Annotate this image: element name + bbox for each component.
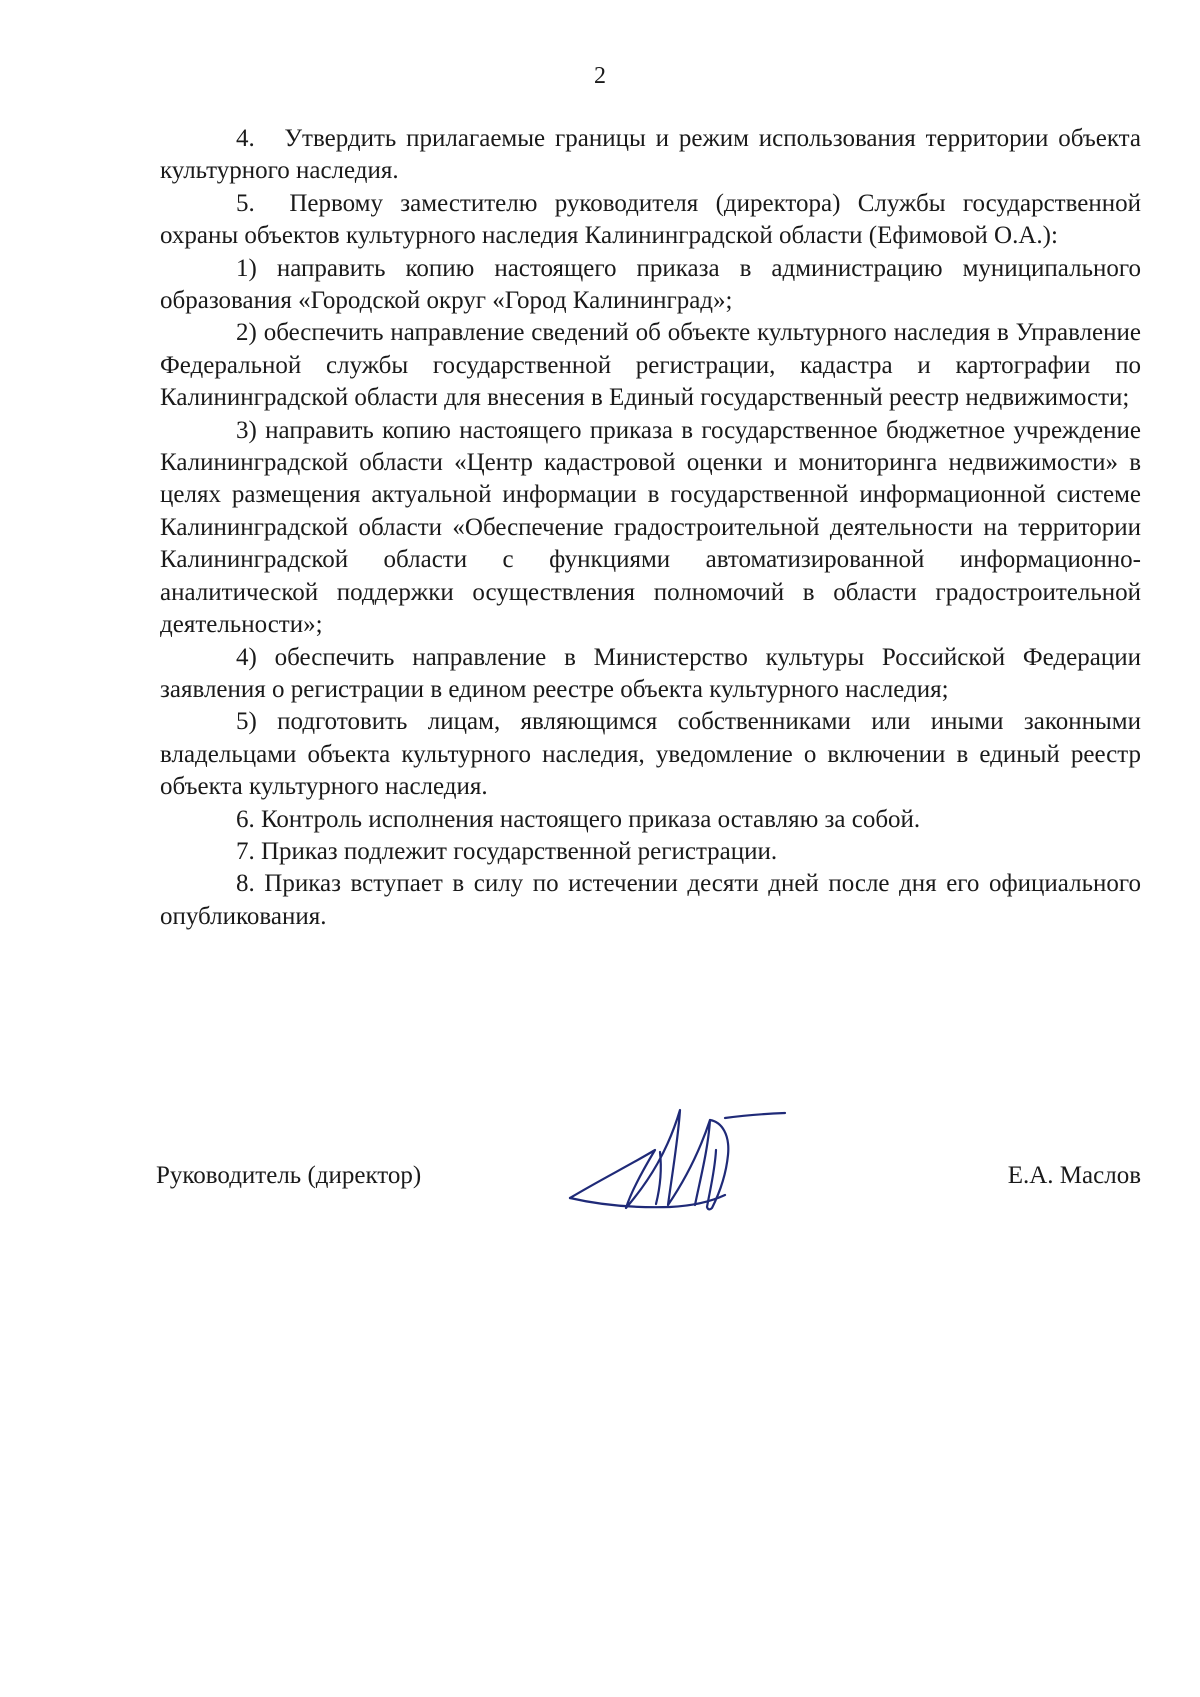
paragraph-item-7: 7. Приказ подлежит государственной регистрации. bbox=[236, 837, 778, 865]
paragraph-item-6: 6. Контроль исполнения настоящего приказа оставляю за собой. bbox=[236, 805, 921, 833]
paragraph-item-4: 4. Утвердить прилагаемые границы и режим использования территории объекта культурного наследия. bbox=[160, 125, 1141, 185]
document-body bbox=[160, 123, 1141, 933]
subitem-1: 1) направить копию настоящего приказа в администрацию муниципального образования «Городской округ «Город Калининград»; bbox=[160, 254, 1141, 315]
subitem-5: 5) подготовить лицам, являющимся собственниками или иными законными владельцами объекта культурного наследия, уведомление о включении в единый реестр объекта культурного наследия. bbox=[160, 708, 1141, 801]
paragraph-item-8: 8. Приказ вступает в силу по истечении десяти дней после дня его официального опубликования. bbox=[160, 870, 1141, 930]
page-number: 2 bbox=[594, 63, 606, 89]
subitem-4: 4) обеспечить направление в Министерство культуры Российской Федерации заявления о регистрации в едином реестре объекта культурного наследия; bbox=[160, 643, 1141, 703]
subitem-3: 3) направить копию настоящего приказа в государственное бюджетное учреждение Калининградской области «Центр кадастровой оценки и мониторинга недвижимости» в целях размещения актуальной информации в государственной информационной системе Калининградской области «Обеспечение градостроительной деятельности на территории Калининградской области с функциями автоматизированной информационно-аналитической поддержки осуществления полномочий в области градостроительной деятельности»; bbox=[160, 416, 1141, 639]
signatory-name: Е.А. Маслов bbox=[1007, 1162, 1141, 1189]
subitem-2: 2) обеспечить направление сведений об объекте культурного наследия в Управление Федеральной службы государственной регистрации, кадастра и картографии по Калининградской области для внесения в Единый государственный реестр недвижимости; bbox=[160, 319, 1141, 412]
paragraph-item-5: 5. Первому заместителю руководителя (директора) Службы государственной охраны объектов культурного наследия Калининградской области (Ефимовой О.А.): bbox=[160, 189, 1141, 250]
handwritten-signature bbox=[560, 1080, 800, 1230]
signatory-role: Руководитель (директор) bbox=[156, 1162, 422, 1189]
